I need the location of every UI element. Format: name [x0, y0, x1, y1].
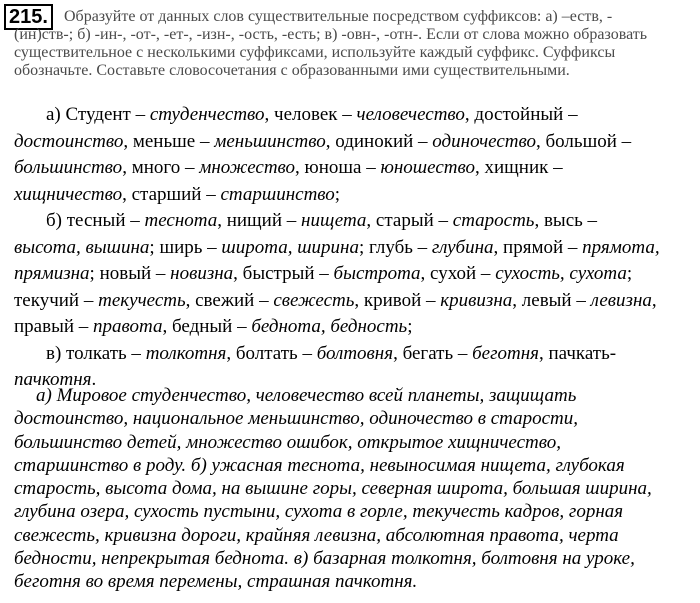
example-line: беготня во время перемены, страшная пачкотня. [14, 571, 418, 593]
derived-noun: теснота [144, 210, 218, 231]
answer-text: ; [626, 263, 633, 284]
derived-noun: старость [452, 210, 535, 231]
derived-noun: меньшинство [214, 130, 326, 152]
example-line: большинство детей, множество ошибок, открытое хищничество, [14, 431, 561, 453]
derived-noun: беднота, бедность [251, 316, 408, 337]
answer-line [14, 102, 694, 129]
derived-noun: прямизна [14, 263, 90, 284]
derived-noun: широта, ширина [221, 236, 359, 258]
answer-line [14, 182, 694, 209]
example-line: старшинство в роду. б) ужасная теснота, невыносимая нищета, глубокая [14, 454, 625, 476]
derived-noun: большинство [14, 157, 123, 178]
answer-text: б) тесный – [46, 210, 145, 231]
example-line: достоинство, национальное меньшинство, одиночество в старости, [14, 408, 579, 430]
exercise-number: 215. [4, 4, 53, 30]
answer-line [14, 341, 694, 368]
derived-noun: пачкотня [14, 369, 92, 390]
derived-noun: текучесть [98, 289, 186, 311]
derived-noun: юношество [380, 157, 475, 178]
answer-text: , человек – [264, 104, 357, 125]
answer-line [14, 288, 694, 315]
answer-line [14, 129, 694, 156]
answer-text: , левый – [512, 289, 591, 311]
derived-noun: человечество [356, 104, 465, 125]
answer-text: , одинокий – [325, 130, 433, 152]
answer-text: ; новый – [89, 263, 171, 284]
answer-text: правый – [14, 316, 94, 337]
answer-line [14, 208, 694, 235]
answer-text: , старший – [122, 183, 221, 205]
answer-text: . [91, 369, 97, 390]
instruction-line: Образуйте от данных слов существительные посредством суффиксов: а) –еств, - [64, 8, 613, 25]
answer-text: , прямой – [493, 236, 583, 258]
answer-text: , большой – [536, 130, 632, 152]
answer-text: , пачкать- [539, 342, 617, 364]
answer-text: текучий – [14, 289, 99, 311]
derived-noun: кривизна [440, 289, 513, 311]
derived-noun: новизна [170, 263, 234, 284]
answer-text: , нищий – [217, 210, 302, 231]
derived-noun: достоинство [14, 130, 124, 152]
example-line: бедности, непрекрытая беднота. в) базарная толкотня, болтовня на уроке, [14, 548, 635, 570]
derived-noun: хищничество [14, 183, 123, 205]
derived-noun: старшинство [220, 183, 335, 205]
derived-noun: глубина [431, 236, 494, 258]
answers-block [14, 102, 694, 394]
instruction-line: (ин)ств-; б) -ин-, -от-, -ет-, -изн-, -ость, -есть; в) -овн-, -отн-. Если от слова можно образовать [14, 26, 648, 43]
answer-text: , сухой – [420, 263, 496, 284]
derived-noun: левизна [590, 289, 652, 311]
answer-line [14, 314, 694, 341]
derived-noun: быстрота [333, 263, 421, 284]
derived-noun: нищета [301, 210, 367, 231]
answer-text: , свежий – [185, 289, 274, 311]
derived-noun: одиночество [432, 130, 536, 152]
examples-block [14, 384, 694, 594]
derived-noun: свежесть [273, 289, 355, 311]
derived-noun: высота, вышина [14, 236, 150, 258]
answer-line [14, 261, 694, 288]
answer-text: , юноша – [295, 157, 381, 178]
instruction-line: существительное с несколькими суффиксами, используйте каждый суффикс. Суффиксы [14, 44, 616, 61]
answer-text: , болтать – [226, 342, 317, 364]
answer-text: , меньше – [123, 130, 215, 152]
answer-text: , старый – [366, 210, 453, 231]
answer-text: , достойный – [464, 104, 578, 125]
derived-noun: правота [93, 316, 163, 337]
example-line: а) Мировое студенчество, человечество всей планеты, защищать [36, 385, 577, 406]
answer-text: ; [334, 183, 341, 205]
example-line: свежесть, кривизна дороги, крайняя левизна, абсолютная правота, черта [14, 524, 619, 546]
answer-text: ; глубь – [359, 236, 432, 258]
answer-text: , [651, 289, 657, 311]
task-instruction [14, 8, 694, 80]
derived-noun: беготня [472, 342, 540, 364]
answer-text: , бедный – [162, 316, 252, 337]
answer-text: , бегать – [393, 342, 473, 364]
answer-line [14, 155, 694, 182]
answer-text: ; ширь – [149, 236, 222, 258]
derived-noun: прямота, [582, 236, 660, 258]
answer-line [14, 235, 694, 262]
answer-text: ; [407, 316, 413, 337]
answer-text: , быстрый – [233, 263, 334, 284]
example-line: старость, высота дома, на вышине горы, северная широта, большая ширина, [14, 478, 652, 500]
example-line: глубина озера, сухость пустыни, сухота в горле, текучесть кадров, горная [14, 501, 624, 523]
derived-noun: множество [199, 157, 296, 178]
derived-noun: толкотня [145, 342, 227, 364]
answer-text: , хищник – [474, 157, 563, 178]
instruction-line: обозначьте. Составьте словосочетания с образованными ими существительными. [14, 62, 570, 79]
answer-text: в) толкать – [46, 342, 146, 364]
derived-noun: сухость, сухота [495, 263, 627, 284]
derived-noun: болтовня [316, 342, 394, 364]
answer-text: , высь – [534, 210, 598, 231]
derived-noun: студенчество [149, 104, 265, 125]
answer-text: а) Студент – [46, 104, 150, 125]
answer-text: , много – [122, 157, 200, 178]
answer-text: , кривой – [354, 289, 441, 311]
